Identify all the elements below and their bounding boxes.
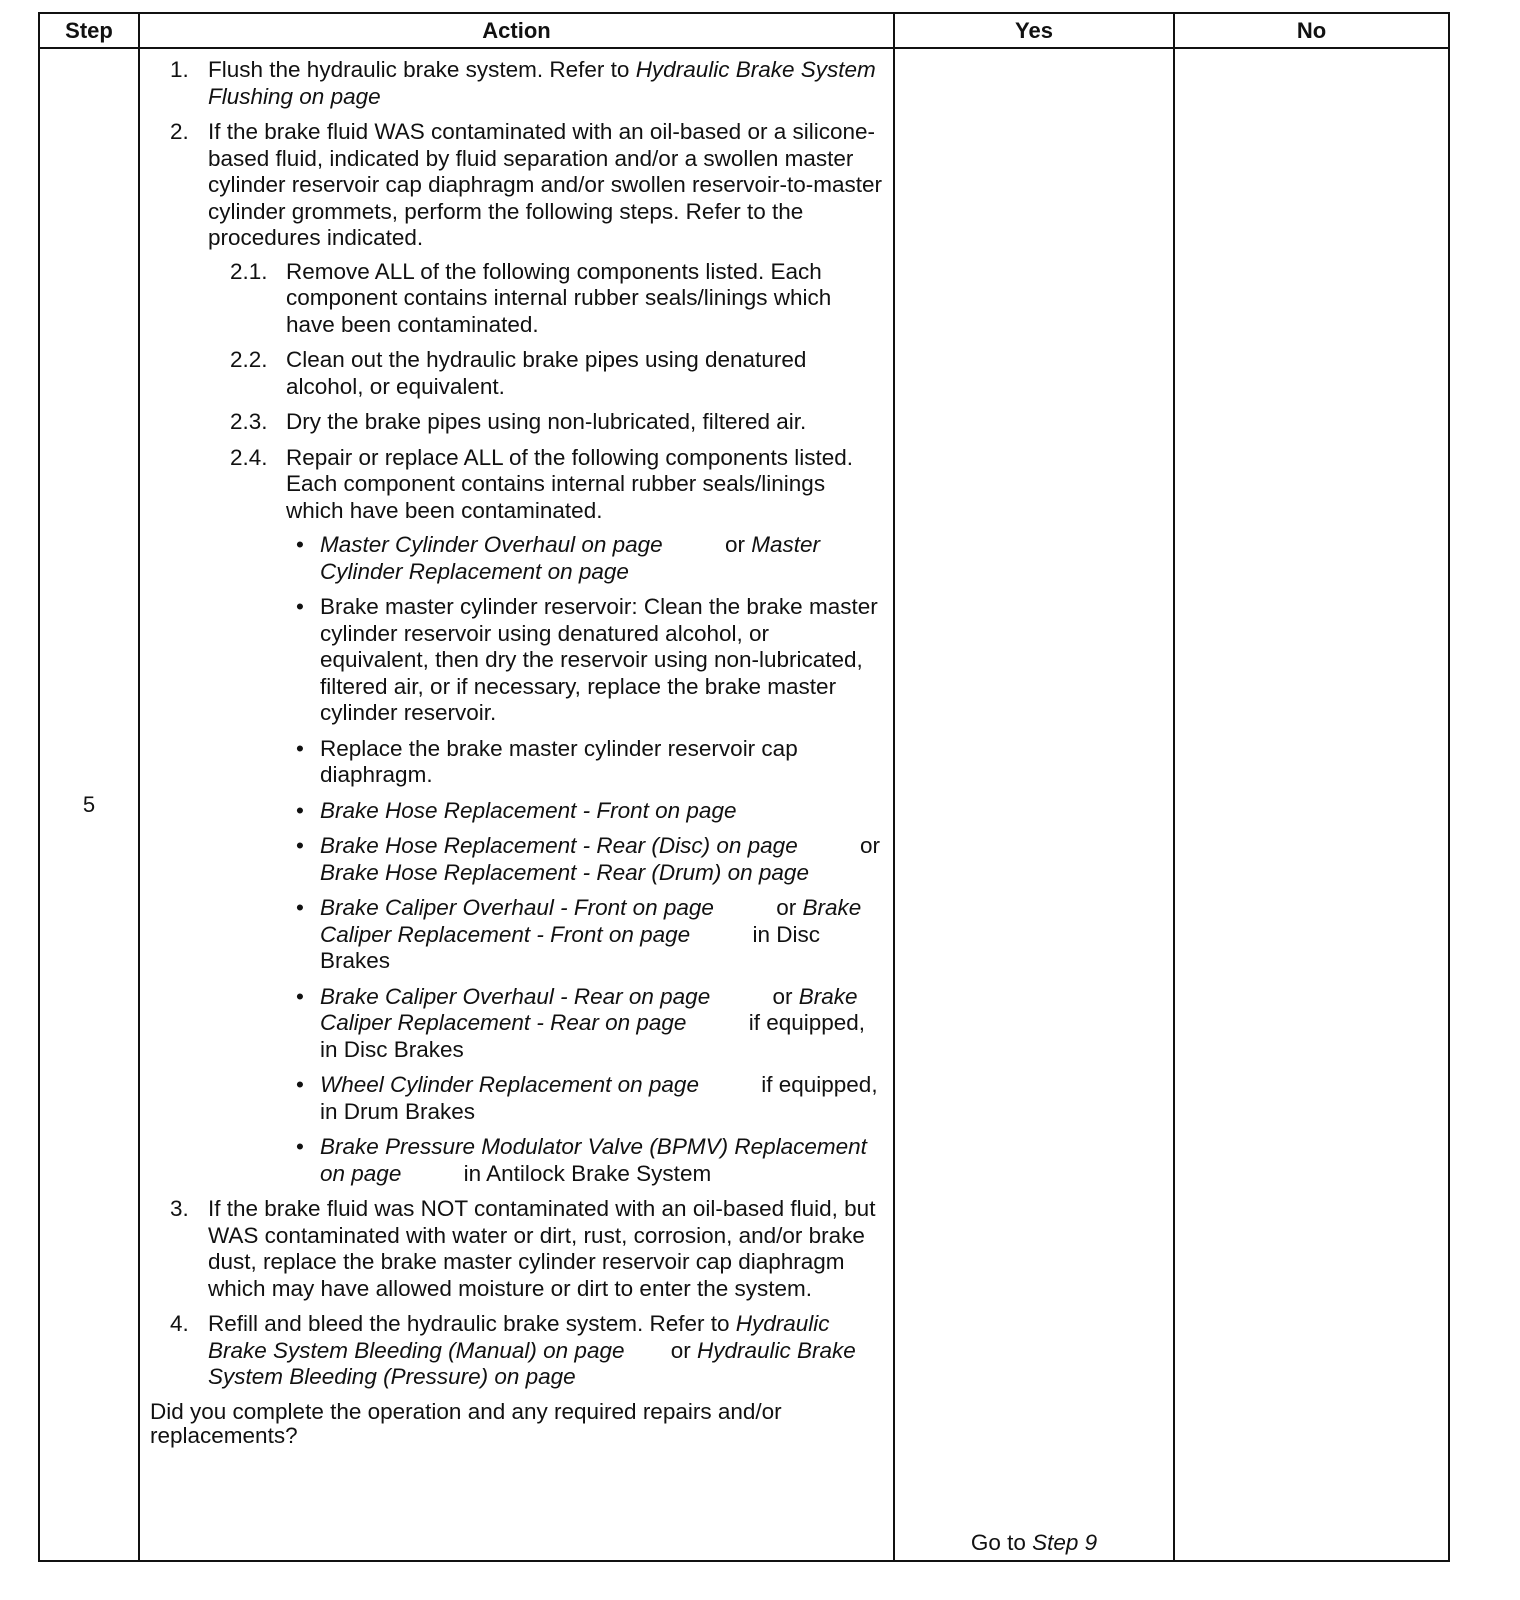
bullet-icon: • [296, 594, 304, 619]
action-list [150, 57, 883, 1391]
component-text: if equipped, in Disc Brakes [320, 1010, 866, 1062]
sub-step-list [208, 259, 883, 1188]
sub-step-number: 2.4. [230, 444, 268, 470]
sub-step-2-3 [208, 409, 883, 436]
no-cell [1174, 48, 1449, 1561]
item-number: 4. [170, 1311, 189, 1336]
bullet-icon: • [296, 1134, 304, 1159]
item-text: If the brake fluid was NOT contaminated with an oil-based fluid, but WAS contaminated with water or dirt, rust, corrosion, and/or brake dust, replace the brake master cylinder reservoir cap diaphragm which may have allowed moisture or dirt to enter the system. [208, 1196, 876, 1301]
component-item [286, 984, 883, 1064]
question-text: Did you complete the operation and any required repairs and/or replacements? [150, 1398, 782, 1448]
component-item [286, 1072, 883, 1125]
table-row [39, 48, 1449, 1561]
component-item [286, 594, 883, 727]
item-number: 3. [170, 1196, 189, 1221]
item-text: If the brake fluid WAS contaminated with an oil-based or a silicone-based fluid, indicated by fluid separation and/or a swollen master cylinder reservoir cap diaphragm and/or swollen reservoir-to-master cylinder grommets, perform the following steps. Refer to the procedures indicated. [208, 119, 883, 250]
component-item [286, 736, 883, 789]
sub-step-text: Remove ALL of the following components listed. Each component contains internal rubber seals/linings which have been contaminated. [286, 258, 832, 337]
item-number: 2. [170, 119, 189, 144]
procedure-reference: Hydraulic Brake System Bleeding (Manual) on page [208, 1311, 830, 1363]
bullet-icon: • [296, 797, 304, 823]
component-item [286, 833, 883, 886]
action-item-4 [150, 1311, 883, 1391]
item-number: 1. [170, 57, 189, 82]
sub-step-number: 2.1. [230, 258, 268, 284]
procedure-reference: Brake Caliper Replacement - Front on page [320, 895, 862, 947]
or-text: or [664, 1337, 697, 1363]
action-item-2 [150, 119, 883, 1187]
action-cell [139, 48, 894, 1561]
procedure-reference: Brake Caliper Overhaul - Rear on page [320, 983, 711, 1009]
sub-step-number: 2.3. [230, 409, 268, 434]
procedure-reference: Brake Hose Replacement - Rear (Disc) on page [320, 833, 798, 858]
component-item [286, 798, 883, 825]
procedure-reference: Master Cylinder Replacement on page [320, 532, 820, 584]
procedure-reference: Master Cylinder Overhaul on page [320, 532, 663, 557]
or-text: or [853, 833, 880, 858]
or-text: or [766, 983, 799, 1009]
component-text: in Antilock Brake System [457, 1160, 712, 1186]
procedure-reference: Brake Hose Replacement - Front on page [320, 797, 737, 823]
bullet-icon: • [296, 983, 304, 1009]
bullet-icon: • [296, 1072, 304, 1097]
procedure-reference: Brake Hose Replacement - Rear (Drum) on page [320, 859, 809, 885]
component-item [286, 895, 883, 975]
sub-step-2-2 [208, 347, 883, 400]
procedure-reference: Brake Pressure Modulator Valve (BPMV) Replacement on page [320, 1134, 867, 1186]
procedure-reference: Hydraulic Brake System Bleeding (Pressure) on page [208, 1337, 856, 1389]
bullet-icon: • [296, 895, 304, 920]
header-action: Action [139, 13, 894, 48]
header-no: No [1174, 13, 1449, 48]
header-step: Step [39, 13, 139, 48]
procedure-reference: Brake Caliper Replacement - Rear on page [320, 983, 858, 1035]
sub-step-2-4 [208, 445, 883, 1188]
component-text: Brake master cylinder reservoir: Clean the brake master cylinder reservoir using denatured alcohol, or equivalent, then dry the reservoir using non-lubricated, filtered air, or if necessary, replace the brake master cylinder reservoir. [320, 594, 878, 725]
sub-step-text: Clean out the hydraulic brake pipes using denatured alcohol, or equivalent. [286, 347, 807, 399]
component-item [286, 532, 883, 585]
procedure-reference: Hydraulic Brake System Flushing on page [208, 57, 876, 109]
header-row [39, 13, 1449, 48]
component-text: Replace the brake master cylinder reservoir cap diaphragm. [320, 735, 798, 787]
component-list [286, 532, 883, 1187]
yes-cell [894, 48, 1174, 1561]
bullet-icon: • [296, 735, 304, 761]
header-yes: Yes [894, 13, 1174, 48]
bullet-icon: • [296, 833, 304, 858]
or-text: or [718, 532, 752, 557]
sub-step-2-1 [208, 259, 883, 339]
step-number: 5 [39, 48, 139, 1561]
sub-step-number: 2.2. [230, 347, 268, 372]
component-item [286, 1134, 883, 1187]
sub-step-text: Repair or replace ALL of the following components listed. Each component contains internal rubber seals/linings which have been contaminated. [286, 444, 853, 523]
procedure-reference: Brake Caliper Overhaul - Front on page [320, 895, 714, 920]
procedure-table [38, 12, 1450, 1562]
sub-step-text: Dry the brake pipes using non-lubricated, filtered air. [286, 409, 807, 434]
go-to-step-link[interactable]: Step 9 [1032, 1530, 1098, 1555]
item-text: Flush the hydraulic brake system. Refer to [208, 57, 636, 82]
item-text: Refill and bleed the hydraulic brake system. Refer to [208, 1311, 736, 1336]
action-item-3 [150, 1196, 883, 1302]
yes-prefix: Go to [970, 1530, 1033, 1555]
component-text: if equipped, in Drum Brakes [320, 1072, 878, 1124]
or-text: or [769, 895, 803, 920]
bullet-icon: • [296, 532, 304, 557]
action-item-1 [150, 57, 883, 110]
component-text: in Disc Brakes [320, 921, 820, 973]
procedure-reference: Wheel Cylinder Replacement on page [320, 1072, 699, 1097]
